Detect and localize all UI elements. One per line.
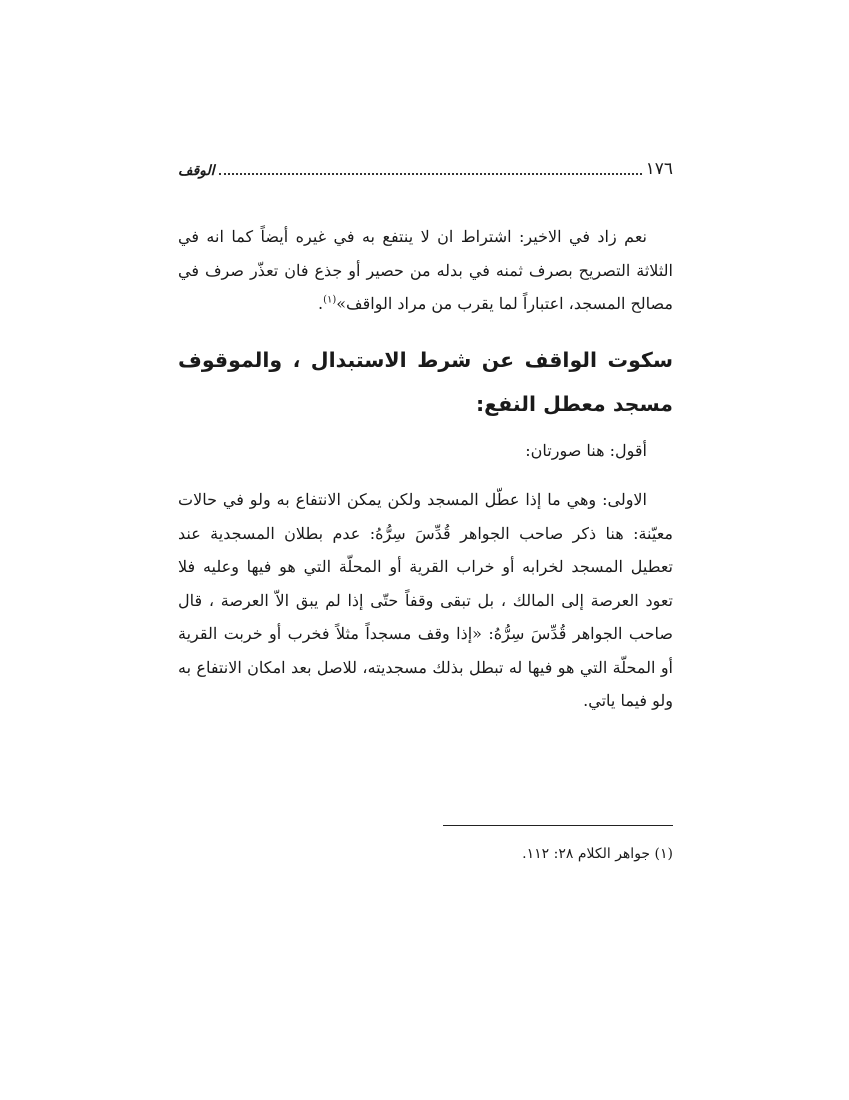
paragraph-first-case: الاولى: وهي ما إذا عطّل المسجد ولكن يمكن الانتفاع به ولو في حالات معيّنة: هنا ذكر صاحب الجواهر قُدِّسَ سِرُّهُ: عدم بطلان المسجدية عند تعطيل المسجد لخرابه أو خراب القرية أو المحلّة التي هو فيها وعليه فلا تعود العرصة إلى المالك ، بل تبقى وقفاً حتّى إذا لم يبق الاّ العرصة ، قال صاحب الجواهر قُدِّسَ سِرُّهُ: «إذا وقف مسجداً مثلاً فخرب أو خربت القرية أو المحلّة التي هو فيها له تبطل بذلك مسجديته، للاصل بعد امكان الانتفاع به ولو فيما ياتي. — [178, 490, 673, 710]
page-number: ١٧٦ — [645, 159, 673, 179]
paragraph-intro-tail: . — [317, 294, 324, 313]
dotted-leader — [219, 173, 642, 175]
paragraph-intro-text: نعم زاد في الاخير: اشتراط ان لا ينتفع به في غيره أيضاً كما انه في الثلاثة التصريح بصرف ثمنه في بدله من حصير أو جذع فان تعذّر صرف في مصالح المسجد، اعتباراً لما يقرب من مراد الواقف» — [178, 227, 673, 313]
paragraph-intro — [178, 220, 673, 321]
section-heading: سكوت الواقف عن شرط الاستبدال ، والموقوف مسجد معطل النفع: — [178, 348, 673, 416]
footnote-divider — [443, 825, 673, 826]
footnote: (١) جواهر الكلام ٢٨: ١١٢. — [522, 846, 673, 862]
footnote-reference: (١) — [323, 294, 337, 306]
chapter-title: الوقف — [178, 163, 215, 179]
paragraph-statement: أقول: هنا صورتان: — [525, 441, 647, 460]
running-header — [178, 152, 673, 180]
